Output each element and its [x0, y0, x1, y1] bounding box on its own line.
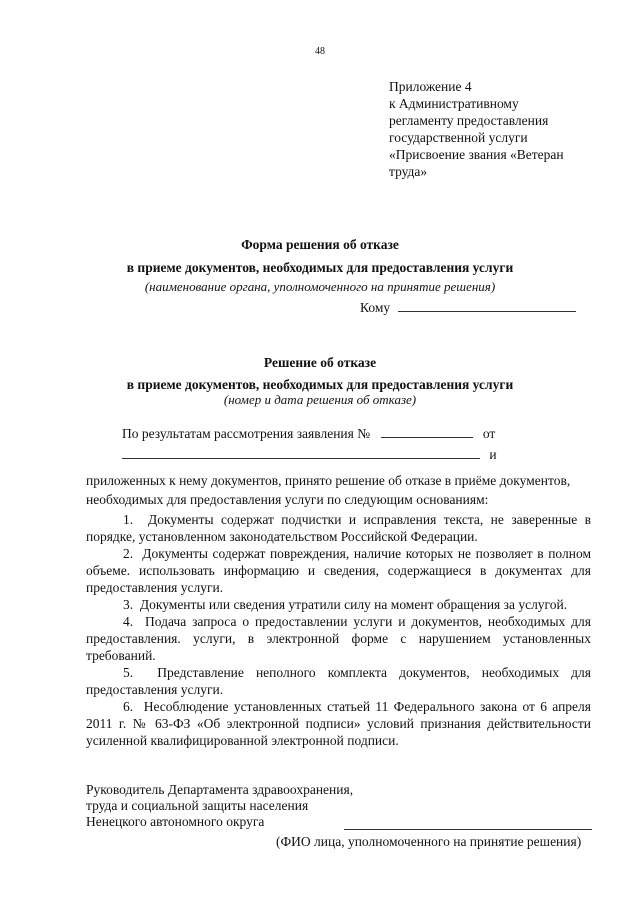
- appendix-line: «Присвоение звания «Ветеран: [389, 147, 564, 162]
- reason-item: 5. Представление неполного комплекта документов, необходимых для предоставления услуги.: [86, 665, 591, 697]
- to-field-line[interactable]: [398, 311, 576, 312]
- decision-subtitle: в приеме документов, необходимых для предоставления услуги: [126, 377, 514, 392]
- form-subtitle: в приеме документов, необходимых для предоставления услуги: [126, 260, 514, 275]
- appendix-line: Приложение 4: [389, 79, 472, 94]
- and-label: и: [489, 447, 497, 462]
- reason-item: 4. Подача запроса о предоставлении услуги и документов, необходимых для предоставления. услуги, в электронной форме с нарушением установленных требований.: [86, 614, 591, 663]
- reason-item: 1. Документы содержат подчистки и исправления текста, не заверенные в порядке, установленном законодательством Российской Федерации.: [86, 512, 591, 544]
- organ-note: (наименование органа, уполномоченного на принятие решения): [144, 279, 496, 294]
- signature-line: Руководитель Департамента здравоохранения,: [86, 782, 354, 797]
- to-label: Кому: [360, 300, 391, 315]
- signature-line: Ненецкого автономного округа: [86, 814, 265, 829]
- reason-item: 3. Документы или сведения утратили силу на момент обращения за услугой.: [123, 597, 568, 612]
- appendix-line: регламенту предоставления: [389, 113, 549, 128]
- appendix-block: [389, 78, 579, 180]
- appendix-line: труда»: [389, 164, 428, 179]
- signature-field-line[interactable]: [344, 829, 592, 830]
- page-number: 48: [315, 46, 325, 57]
- reasons-list: [86, 511, 591, 749]
- application-number-line[interactable]: [381, 437, 473, 438]
- to-row: [360, 300, 576, 316]
- application-date-line[interactable]: [122, 458, 480, 459]
- from-label: от: [482, 426, 496, 441]
- form-title: Форма решения об отказе: [241, 237, 399, 252]
- signature-line: труда и социальной защиты населения: [86, 798, 309, 813]
- appendix-line: государственной услуги: [389, 130, 528, 145]
- application-label: По результатам рассмотрения заявления №: [122, 426, 371, 441]
- appendix-line: к Административному: [389, 96, 519, 111]
- application-row: [122, 426, 495, 442]
- reason-item: 6. Несоблюдение установленных статьей 11 Федерального закона от 6 апреля 2011 г. № 63-ФЗ «Об электронной подписи» условий признания действительности усиленной квалифицированной электронной подписи.: [86, 699, 591, 748]
- intro-line-2: необходимых для предоставления услуги по следующим основаниям:: [86, 492, 489, 507]
- reason-item: 2. Документы содержат повреждения, наличие которых не позволяет в полном объеме. использовать информацию и сведения, содержащиеся в документах для предоставления услуги.: [86, 546, 591, 595]
- signature-name-note: (ФИО лица, уполномоченного на принятие решения): [276, 834, 582, 849]
- decision-number-note: (номер и дата решения об отказе): [223, 392, 417, 407]
- intro-line-1: приложенных к нему документов, принято решение об отказе в приёме документов,: [86, 473, 571, 488]
- decision-title: Решение об отказе: [263, 355, 377, 370]
- application-date-row: [122, 447, 497, 463]
- signature-block: [86, 782, 353, 830]
